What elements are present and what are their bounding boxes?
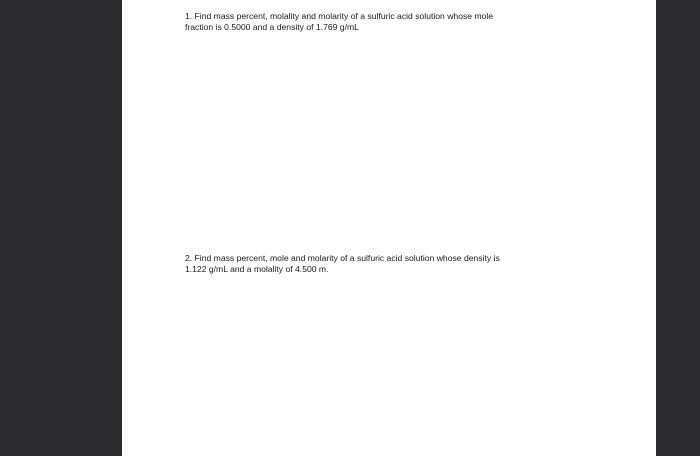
question-1-line-1: 1. Find mass percent, molality and molarity of a sulfuric acid solution whose mole [185, 11, 494, 21]
question-2-line-2: 1.122 g/mL and a molality of 4.500 m. [185, 264, 329, 274]
question-1 [185, 11, 493, 33]
document-page[interactable] [122, 0, 656, 456]
question-1-line-2: fraction is 0.5000 and a density of 1.769 g/mL [185, 22, 359, 32]
question-2-line-1: 2. Find mass percent, mole and molarity of a sulfuric acid solution whose density is [185, 253, 500, 263]
question-2 [185, 253, 500, 275]
